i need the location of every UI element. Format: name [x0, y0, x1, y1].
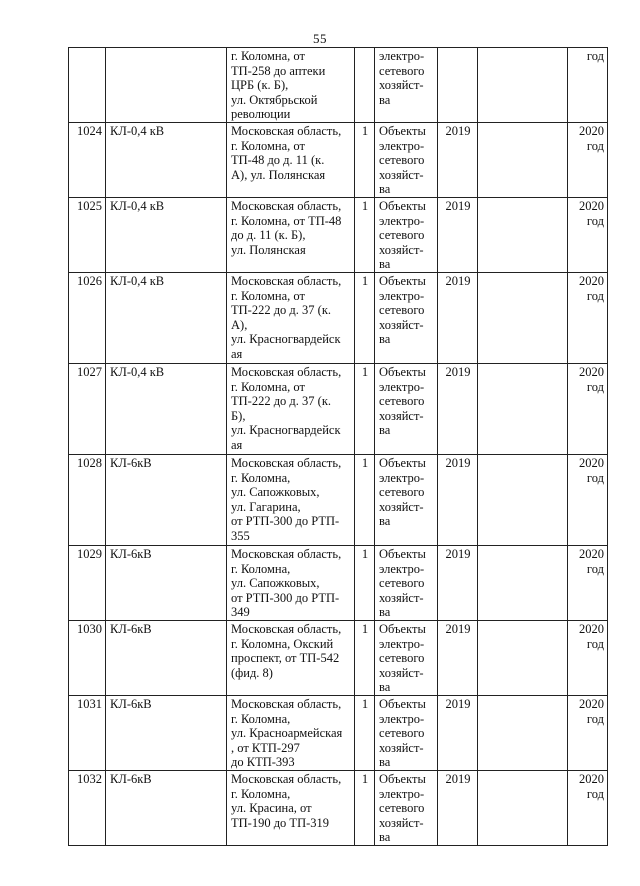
- address-line: ТП-222 до д. 37 (к.: [231, 303, 332, 318]
- object-line: сетевого: [379, 303, 425, 318]
- completion-line: год: [586, 288, 604, 303]
- address-line: до КТП-393: [231, 755, 295, 770]
- object-line: ва: [379, 257, 391, 272]
- object-line: ва: [379, 680, 391, 695]
- empty-cell: [478, 771, 568, 846]
- address-line: Московская область,: [231, 274, 342, 288]
- object-line: хозяйст-: [379, 167, 424, 182]
- completion-line: 2020: [579, 547, 604, 561]
- object-cell: [375, 455, 438, 546]
- completion-line: год: [586, 561, 604, 576]
- completion-line: 2020: [579, 124, 604, 138]
- completion-line: 2020: [579, 274, 604, 288]
- completion-line: 2020: [579, 365, 604, 379]
- line-type: [106, 48, 227, 123]
- empty-cell: [478, 198, 568, 273]
- address-cell: [227, 696, 355, 771]
- object-line: ва: [379, 332, 391, 347]
- object-line: сетевого: [379, 651, 425, 666]
- completion-line: год: [586, 49, 604, 63]
- address-cell: [227, 123, 355, 198]
- object-line: сетевого: [379, 726, 425, 741]
- address-line: ул. Октябрьской: [231, 92, 318, 107]
- address-cell: [227, 771, 355, 846]
- address-cell: [227, 48, 355, 123]
- object-line: хозяйст-: [379, 665, 424, 680]
- year-cell: [438, 48, 478, 123]
- object-line: хозяйст-: [379, 499, 424, 514]
- object-line: электро-: [379, 470, 425, 485]
- object-cell: [375, 546, 438, 621]
- completion-cell: [568, 198, 608, 273]
- object-cell: [375, 48, 438, 123]
- quantity-cell: [355, 48, 375, 123]
- object-line: хозяйст-: [379, 590, 424, 605]
- empty-cell: [478, 123, 568, 198]
- address-line: г. Коломна, от: [231, 379, 305, 394]
- completion-line: 2020: [579, 772, 604, 786]
- completion-line: год: [586, 786, 604, 801]
- address-line: ул. Гагарина,: [231, 499, 301, 514]
- address-line: до д. 11 (к. Б),: [231, 228, 306, 243]
- quantity-cell: 1: [355, 621, 375, 696]
- object-cell: [375, 123, 438, 198]
- object-line: электро-: [379, 786, 425, 801]
- object-line: ва: [379, 514, 391, 529]
- object-line: сетевого: [379, 576, 425, 591]
- page-number: 55: [313, 31, 327, 46]
- table-row: [69, 771, 608, 846]
- object-cell: [375, 273, 438, 364]
- address-line: А), ул. Полянская: [231, 167, 326, 182]
- completion-line: год: [586, 379, 604, 394]
- address-line: (фид. 8): [231, 665, 273, 680]
- table-row: [69, 696, 608, 771]
- address-line: 349: [231, 605, 250, 620]
- completion-line: 2020: [579, 456, 604, 470]
- year-cell: 2019: [438, 546, 478, 621]
- year-cell: 2019: [438, 696, 478, 771]
- object-line: сетевого: [379, 228, 425, 243]
- address-line: ул. Красноармейская: [231, 726, 343, 741]
- object-line: электро-: [379, 711, 425, 726]
- address-line: Московская область,: [231, 547, 342, 561]
- address-line: г. Коломна,: [231, 561, 291, 576]
- address-line: г. Коломна, от ТП-48: [231, 213, 342, 228]
- table-row: [69, 621, 608, 696]
- object-cell: [375, 771, 438, 846]
- object-line: Объекты: [379, 772, 426, 786]
- row-number: [69, 48, 106, 123]
- year-cell: 2019: [438, 621, 478, 696]
- registry-body: [69, 48, 608, 846]
- address-line: Московская область,: [231, 124, 342, 138]
- object-line: электро-: [379, 288, 425, 303]
- address-line: г. Коломна,: [231, 470, 291, 485]
- quantity-cell: 1: [355, 364, 375, 455]
- object-line: Объекты: [379, 274, 426, 288]
- row-number: 1031: [69, 696, 106, 771]
- object-cell: [375, 621, 438, 696]
- address-line: ул. Сапожковых,: [231, 485, 320, 500]
- table-row: [69, 273, 608, 364]
- address-line: , от КТП-297: [231, 740, 300, 755]
- object-line: сетевого: [379, 153, 425, 168]
- address-line: от РТП-300 до РТП-: [231, 590, 340, 605]
- line-type: КЛ-6кВ: [106, 546, 227, 621]
- address-line: г. Коломна, от: [231, 288, 305, 303]
- completion-cell: [568, 48, 608, 123]
- object-line: электро-: [379, 561, 425, 576]
- line-type: КЛ-6кВ: [106, 771, 227, 846]
- object-line: ва: [379, 605, 391, 620]
- line-type: КЛ-0,4 кВ: [106, 198, 227, 273]
- completion-cell: [568, 546, 608, 621]
- row-number: 1027: [69, 364, 106, 455]
- completion-line: 2020: [579, 199, 604, 213]
- quantity-cell: 1: [355, 455, 375, 546]
- address-line: г. Коломна, Окский: [231, 636, 334, 651]
- completion-line: год: [586, 470, 604, 485]
- address-line: Московская область,: [231, 365, 342, 379]
- address-line: Московская область,: [231, 199, 342, 213]
- object-line: ва: [379, 182, 391, 197]
- address-line: ул. Красина, от: [231, 801, 312, 816]
- row-number: 1026: [69, 273, 106, 364]
- completion-cell: [568, 273, 608, 364]
- row-number: 1028: [69, 455, 106, 546]
- completion-line: год: [586, 636, 604, 651]
- object-line: хозяйст-: [379, 740, 424, 755]
- address-line: ул. Сапожковых,: [231, 576, 320, 591]
- table-row: [69, 123, 608, 198]
- object-line: хозяйст-: [379, 317, 424, 332]
- object-line: электро-: [379, 213, 425, 228]
- completion-cell: [568, 123, 608, 198]
- address-line: революции: [231, 107, 291, 122]
- object-line: хозяйст-: [379, 815, 424, 830]
- line-type: КЛ-0,4 кВ: [106, 364, 227, 455]
- address-line: ЦРБ (к. Б),: [231, 78, 289, 93]
- table-row: [69, 198, 608, 273]
- empty-cell: [478, 364, 568, 455]
- line-type: КЛ-6кВ: [106, 621, 227, 696]
- table-row: [69, 546, 608, 621]
- object-line: ва: [379, 755, 391, 770]
- object-line: сетевого: [379, 801, 425, 816]
- object-line: Объекты: [379, 547, 426, 561]
- quantity-cell: 1: [355, 771, 375, 846]
- address-line: г. Коломна, от: [231, 138, 305, 153]
- address-line: проспект, от ТП-542: [231, 651, 340, 666]
- completion-line: 2020: [579, 622, 604, 636]
- object-line: электро-: [379, 379, 425, 394]
- line-type: КЛ-0,4 кВ: [106, 273, 227, 364]
- object-line: Объекты: [379, 199, 426, 213]
- year-cell: 2019: [438, 455, 478, 546]
- object-line: электро-: [379, 138, 425, 153]
- object-line: хозяйст-: [379, 78, 424, 93]
- address-line: 355: [231, 528, 250, 543]
- completion-cell: [568, 364, 608, 455]
- address-line: ул. Красногвардейск: [231, 332, 341, 347]
- completion-line: год: [586, 213, 604, 228]
- address-line: Московская область,: [231, 697, 342, 711]
- year-cell: 2019: [438, 198, 478, 273]
- object-line: Объекты: [379, 365, 426, 379]
- empty-cell: [478, 696, 568, 771]
- address-line: А),: [231, 317, 248, 332]
- address-line: г. Коломна,: [231, 711, 291, 726]
- table-row: [69, 364, 608, 455]
- year-cell: 2019: [438, 273, 478, 364]
- address-line: ая: [231, 437, 243, 452]
- object-line: сетевого: [379, 394, 425, 409]
- address-line: Московская область,: [231, 772, 342, 786]
- year-cell: 2019: [438, 771, 478, 846]
- object-line: ва: [379, 830, 391, 845]
- completion-cell: [568, 455, 608, 546]
- object-cell: [375, 198, 438, 273]
- address-cell: [227, 455, 355, 546]
- object-line: сетевого: [379, 63, 425, 78]
- line-type: КЛ-0,4 кВ: [106, 123, 227, 198]
- empty-cell: [478, 546, 568, 621]
- empty-cell: [478, 273, 568, 364]
- address-cell: [227, 546, 355, 621]
- address-cell: [227, 364, 355, 455]
- quantity-cell: 1: [355, 273, 375, 364]
- quantity-cell: 1: [355, 546, 375, 621]
- completion-line: год: [586, 711, 604, 726]
- quantity-cell: 1: [355, 198, 375, 273]
- object-line: Объекты: [379, 622, 426, 636]
- object-line: ва: [379, 423, 391, 438]
- row-number: 1030: [69, 621, 106, 696]
- object-line: ва: [379, 92, 391, 107]
- row-number: 1032: [69, 771, 106, 846]
- row-number: 1029: [69, 546, 106, 621]
- address-cell: [227, 621, 355, 696]
- object-line: хозяйст-: [379, 242, 424, 257]
- address-line: ул. Полянская: [231, 242, 306, 257]
- object-line: Объекты: [379, 697, 426, 711]
- address-line: Московская область,: [231, 622, 342, 636]
- completion-line: год: [586, 138, 604, 153]
- address-line: от РТП-300 до РТП-: [231, 514, 340, 529]
- year-cell: 2019: [438, 123, 478, 198]
- address-cell: [227, 273, 355, 364]
- object-cell: [375, 696, 438, 771]
- completion-cell: [568, 696, 608, 771]
- address-line: г. Коломна,: [231, 786, 291, 801]
- address-line: ТП-222 до д. 37 (к.: [231, 394, 332, 409]
- completion-cell: [568, 771, 608, 846]
- object-line: Объекты: [379, 124, 426, 138]
- object-cell: [375, 364, 438, 455]
- year-cell: 2019: [438, 364, 478, 455]
- address-line: ая: [231, 346, 243, 361]
- row-number: 1025: [69, 198, 106, 273]
- object-line: электро-: [379, 636, 425, 651]
- line-type: КЛ-6кВ: [106, 696, 227, 771]
- object-line: электро-: [379, 49, 425, 63]
- quantity-cell: 1: [355, 123, 375, 198]
- row-number: 1024: [69, 123, 106, 198]
- address-line: ТП-48 до д. 11 (к.: [231, 153, 325, 168]
- address-line: Б),: [231, 408, 246, 423]
- empty-cell: [478, 621, 568, 696]
- registry-table: [68, 47, 608, 846]
- address-cell: [227, 198, 355, 273]
- completion-line: 2020: [579, 697, 604, 711]
- address-line: Московская область,: [231, 456, 342, 470]
- table-row: [69, 48, 608, 123]
- table-row: [69, 455, 608, 546]
- address-line: ТП-258 до аптеки: [231, 63, 326, 78]
- object-line: хозяйст-: [379, 408, 424, 423]
- quantity-cell: 1: [355, 696, 375, 771]
- empty-cell: [478, 48, 568, 123]
- completion-cell: [568, 621, 608, 696]
- address-line: г. Коломна, от: [231, 49, 305, 63]
- object-line: сетевого: [379, 485, 425, 500]
- address-line: ул. Красногвардейск: [231, 423, 341, 438]
- address-line: ТП-190 до ТП-319: [231, 815, 330, 830]
- line-type: КЛ-6кВ: [106, 455, 227, 546]
- empty-cell: [478, 455, 568, 546]
- object-line: Объекты: [379, 456, 426, 470]
